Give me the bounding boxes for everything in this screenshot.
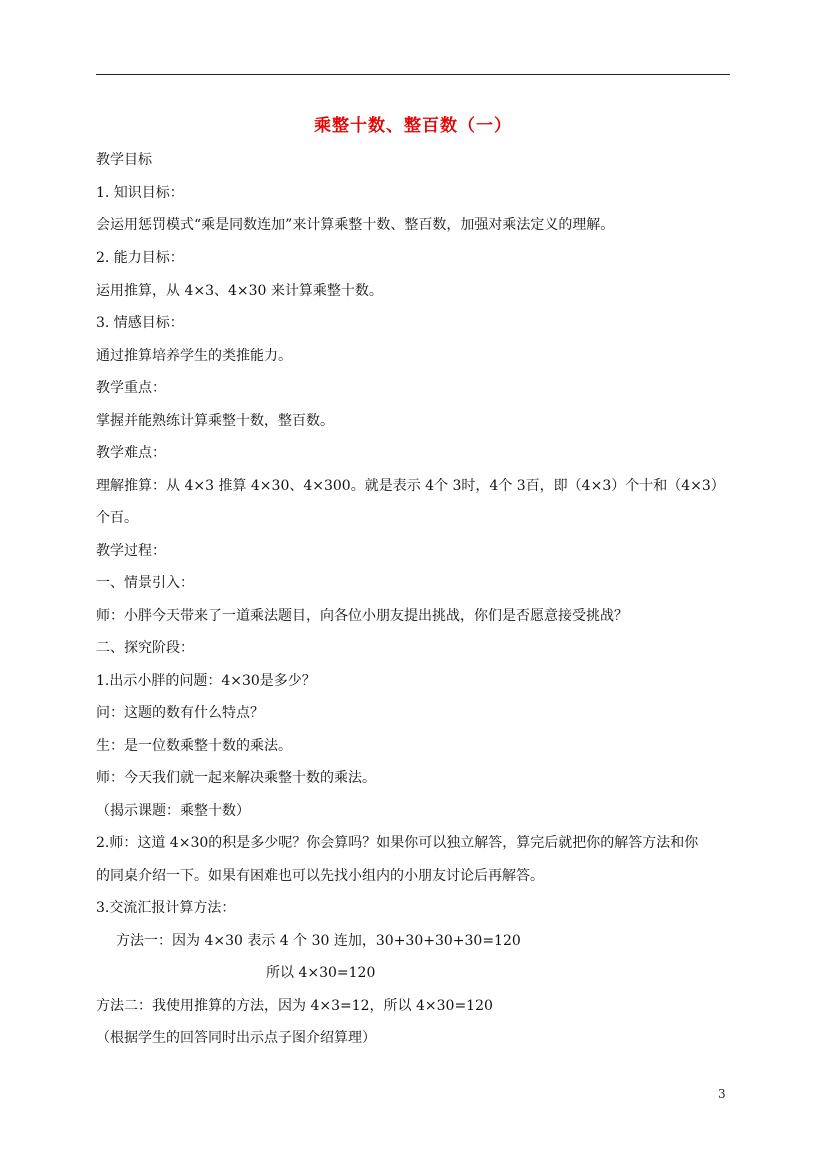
topic-reveal: （揭示课题：乘整十数）	[96, 803, 250, 819]
step-3: 3.交流汇报计算方法：	[96, 900, 236, 916]
part-2-heading: 二、探究阶段：	[96, 640, 194, 656]
objective-2-text: 运用推算，从 4×3、4×30 来计算乘整十数。	[96, 283, 383, 299]
teacher-intro: 师：小胖今天带来了一道乘法题目，向各位小朋友提出挑战，你们是否愿意接受挑战？	[96, 608, 628, 624]
header-rule	[96, 74, 730, 75]
objective-3-text: 通过推算培养学生的类推能力。	[96, 348, 292, 364]
objective-1-text: 会运用惩罚模式“乘是同数连加”来计算乘整十数、整百数，加强对乘法定义的理解。	[96, 217, 615, 233]
difficulties-heading: 教学难点：	[96, 445, 166, 461]
note-dot-diagram: （根据学生的回答同时出示点子图介绍算理）	[96, 1030, 376, 1046]
objective-3-heading: 3. 情感目标：	[96, 315, 184, 331]
section-heading-objectives: 教学目标	[96, 152, 152, 168]
key-points-heading: 教学重点：	[96, 380, 166, 396]
method-1: 方法一：因为 4×30 表示 4 个 30 连加，30+30+30+30=120	[116, 933, 521, 949]
step-1: 1.出示小胖的问题：4×30是多少？	[96, 673, 316, 689]
page-number: 3	[718, 1087, 726, 1101]
objective-2-heading: 2. 能力目标：	[96, 250, 184, 266]
difficulties-text-cont: 个百。	[96, 510, 138, 526]
method-2: 方法二：我使用推算的方法，因为 4×3=12，所以 4×30=120	[96, 998, 493, 1014]
objective-1-heading: 1. 知识目标：	[96, 185, 184, 201]
key-points-text: 掌握并能熟练计算乘整十数，整百数。	[96, 413, 334, 429]
step-2-cont: 的同桌介绍一下。如果有困难也可以先找小组内的小朋友讨论后再解答。	[96, 868, 544, 884]
student-answer: 生：是一位数乘整十数的乘法。	[96, 738, 292, 754]
question-line: 问：这题的数有什么特点？	[96, 705, 264, 721]
step-2: 2.师：这道 4×30的积是多少呢？你会算吗？如果你可以独立解答，算完后就把你的解答方法和你	[96, 835, 699, 851]
process-heading: 教学过程：	[96, 543, 166, 559]
part-1-heading: 一、情景引入：	[96, 575, 194, 591]
method-1-result: 所以 4×30=120	[266, 965, 376, 981]
difficulties-text: 理解推算：从 4×3 推算 4×30、4×300。就是表示 4个 3时，4个 3百，即（4×3）个十和（4×3）	[96, 478, 725, 494]
teacher-line: 师：今天我们就一起来解决乘整十数的乘法。	[96, 770, 376, 786]
document-title: 乘整十数、整百数（一）	[314, 116, 512, 136]
